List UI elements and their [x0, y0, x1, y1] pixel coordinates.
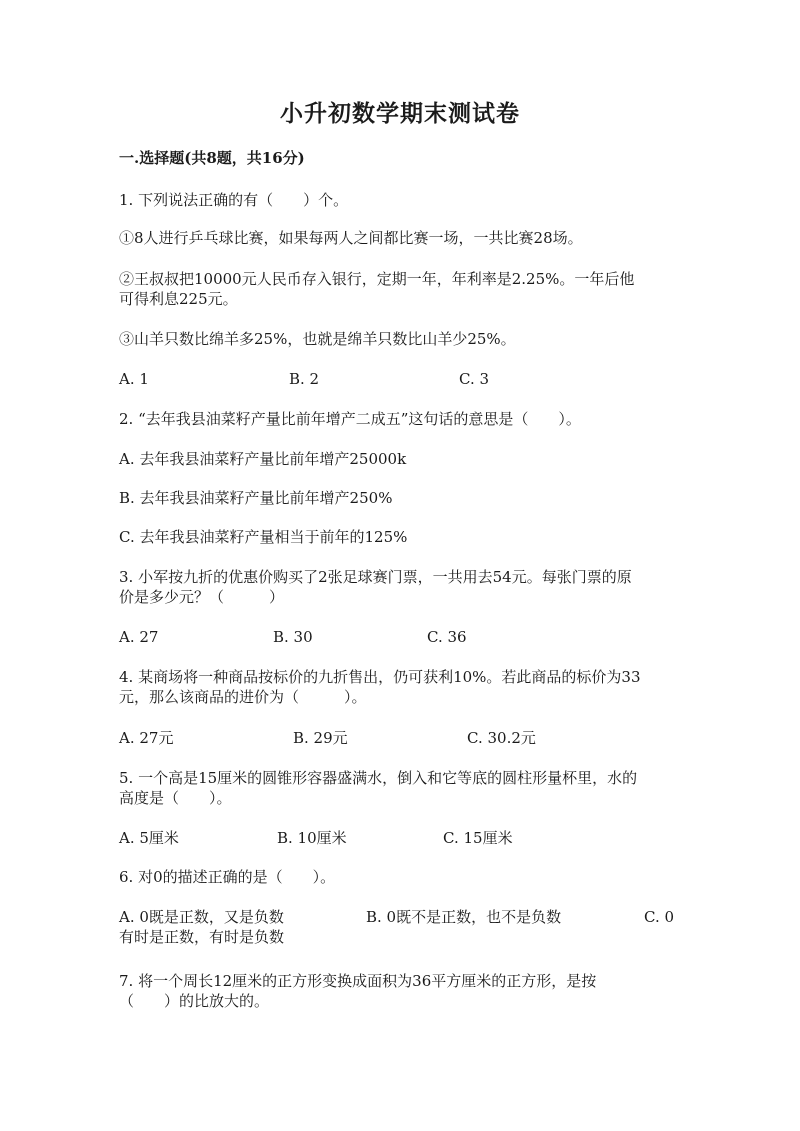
question-stem-line-1: 5. 一个高是15厘米的圆锥形容器盛满水，倒入和它等底的圆柱形量杯里，水的 — [119, 769, 638, 787]
option-a[interactable]: A. 5厘米 — [119, 829, 179, 847]
question-stem-line-1: 3. 小军按九折的优惠价购买了2张足球赛门票，一共用去54元。每张门票的原 — [119, 568, 632, 586]
option-c[interactable]: C. 15厘米 — [443, 829, 513, 847]
option-b[interactable]: B. 29元 — [293, 729, 348, 747]
option-b[interactable]: B. 30 — [273, 628, 313, 646]
option-c[interactable]: C. 3 — [459, 370, 490, 388]
option-a[interactable]: A. 去年我县油菜籽产量比前年增产25000k — [119, 450, 407, 468]
option-b[interactable]: B. 10厘米 — [277, 829, 347, 847]
option-c[interactable]: C. 30.2元 — [467, 729, 536, 747]
statement-2-line-1: ②王叔叔把10000元人民币存入银行，定期一年，年利率是2.25%。一年后他 — [119, 270, 635, 288]
question-stem-line-1: 7. 将一个周长12厘米的正方形变换成面积为36平方厘米的正方形，是按 — [119, 972, 597, 990]
question-stem-line-2: 高度是（ ）。 — [119, 789, 232, 807]
statement-3: ③山羊只数比绵羊多25%，也就是绵羊只数比山羊少25%。 — [119, 330, 516, 348]
question-stem-line-2: （ ）的比放大的。 — [119, 992, 270, 1010]
option-c[interactable]: C. 0 — [644, 908, 675, 926]
option-c[interactable]: C. 36 — [427, 628, 467, 646]
option-a[interactable]: A. 27元 — [119, 729, 174, 747]
question-stem: 2. “去年我县油菜籽产量比前年增产二成五”这句话的意思是（ ）。 — [119, 410, 581, 428]
option-b[interactable]: B. 2 — [289, 370, 320, 388]
statement-2-line-2: 可得利息225元。 — [119, 290, 238, 308]
question-stem: 6. 对0的描述正确的是（ ）。 — [119, 868, 336, 886]
option-a[interactable]: A. 1 — [119, 370, 149, 388]
question-stem: 1. 下列说法正确的有（ ）个。 — [119, 191, 349, 209]
question-stem-line-2: 价是多少元？（ ） — [119, 588, 285, 606]
option-b[interactable]: B. 去年我县油菜籽产量比前年增产250% — [119, 489, 393, 507]
section-heading: 一.选择题(共8题，共16分) — [119, 149, 305, 167]
question-stem-line-2: 元，那么该商品的进价为（ ）。 — [119, 688, 367, 706]
question-stem-line-1: 4. 某商场将一种商品按标价的九折售出，仍可获利10%。若此商品的标价为33 — [119, 668, 641, 686]
option-a[interactable]: A. 27 — [119, 628, 159, 646]
option-c[interactable]: C. 去年我县油菜籽产量相当于前年的125% — [119, 528, 408, 546]
option-b[interactable]: B. 0既不是正数，也不是负数 — [366, 908, 562, 926]
statement-1: ①8人进行乒乓球比赛，如果每两人之间都比赛一场，一共比赛28场。 — [119, 229, 583, 247]
page-title: 小升初数学期末测试卷 — [280, 100, 520, 127]
option-c-continuation: 有时是正数，有时是负数 — [119, 928, 285, 946]
option-a[interactable]: A. 0既是正数，又是负数 — [119, 908, 284, 926]
